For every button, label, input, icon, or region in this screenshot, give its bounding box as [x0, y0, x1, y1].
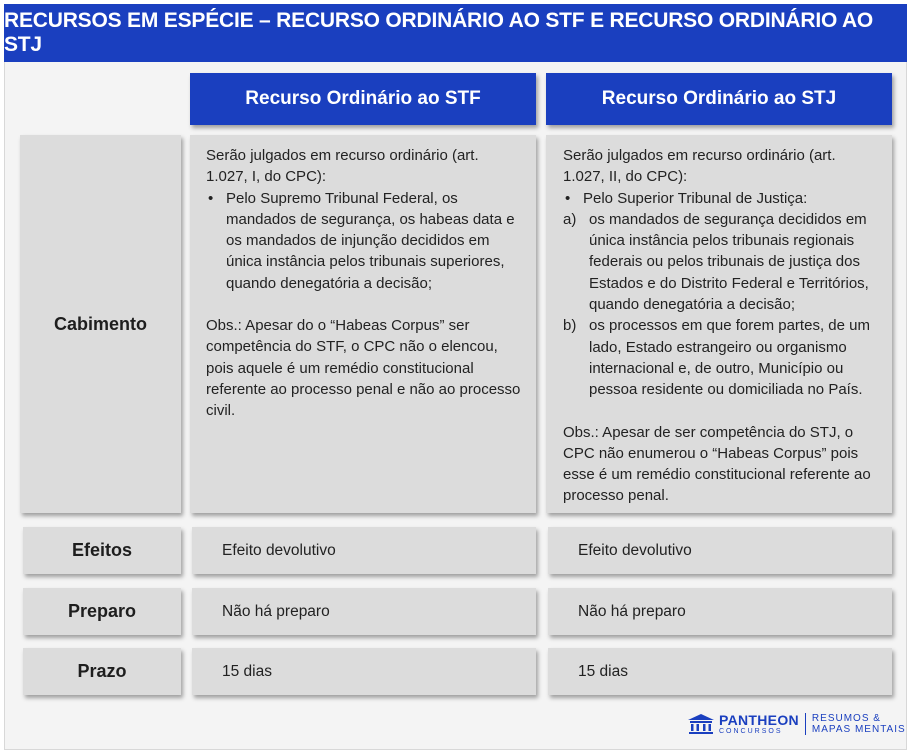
cabimento-stf-bullet: • Pelo Supremo Tribunal Federal, os mandados de segurança, os habeas data e os mandados de injunção decididos em única instância pelos tribunais superiores, quando denegatória a decisão;: [206, 188, 522, 294]
cabimento-stf-list: [206, 188, 522, 294]
cabimento-stj-intro: Serão julgados em recurso ordinário (art. 1.027, II, do CPC):: [563, 147, 836, 186]
cabimento-stj-item: [563, 209, 878, 315]
cabimento-stj-obs: Obs.: Apesar de ser competência do STJ, o CPC não enumerou o “Habeas Corpus” pois esse é um remédio constitucional referente ao processo penal.: [563, 423, 871, 505]
pantheon-logo: [687, 712, 906, 736]
item-text: os processos em que forem partes, de um lado, Estado estrangeiro ou organismo internacional e, de outro, Município ou pessoa residente ou domiciliada no País.: [589, 317, 870, 399]
cabimento-stf-obs: Obs.: Apesar do o “Habeas Corpus” ser competência do STF, o CPC não o elencou, pois aquele é um remédio constitucional referente ao processo penal e não ao processo civil.: [206, 317, 521, 420]
row-label-prazo: Prazo: [23, 648, 181, 695]
cabimento-stj-cell: [546, 135, 892, 513]
column-header-stf: Recurso Ordinário ao STF: [190, 73, 536, 125]
item-marker: a): [563, 210, 577, 228]
row-label-efeitos: Efeitos: [23, 527, 181, 574]
page-title: RECURSOS EM ESPÉCIE – RECURSO ORDINÁRIO AO STF E RECURSO ORDINÁRIO AO STJ: [4, 4, 907, 62]
cabimento-stj-bullet: • Pelo Superior Tribunal de Justiça:: [563, 188, 878, 209]
prazo-stf-cell: 15 dias: [192, 648, 536, 695]
cabimento-stj-item: [563, 315, 878, 400]
cabimento-stj-items: [563, 209, 878, 401]
row-label-preparo: Preparo: [23, 588, 181, 635]
row-label-cabimento: Cabimento: [20, 135, 181, 513]
logo-divider: [805, 713, 806, 735]
cabimento-stf-cell: [190, 135, 536, 513]
item-text: os mandados de segurança decididos em única instância pelos tribunais regionais federais ou pelos tribunais de justiça dos Estados e do Distrito Federal e Territórios, quando denegatória a decisão;: [589, 210, 869, 314]
preparo-stf-cell: Não há preparo: [192, 588, 536, 635]
logo-sub: CONCURSOS: [719, 728, 783, 735]
column-header-stj: Recurso Ordinário ao STJ: [546, 73, 892, 125]
cabimento-stj-list: [563, 188, 878, 209]
logo-name: PANTHEON: [719, 712, 799, 728]
cabimento-stf-intro: Serão julgados em recurso ordinário (art. 1.027, I, do CPC):: [206, 147, 479, 186]
logo-tag-line2: MAPAS MENTAIS: [811, 724, 906, 735]
logo-tag-line1: RESUMOS &: [811, 713, 881, 724]
preparo-stj-cell: Não há preparo: [548, 588, 892, 635]
prazo-stj-cell: 15 dias: [548, 648, 892, 695]
pantheon-temple-icon: [687, 713, 715, 735]
efeitos-stj-cell: Efeito devolutivo: [548, 527, 892, 574]
item-marker: b): [563, 317, 577, 335]
efeitos-stf-cell: Efeito devolutivo: [192, 527, 536, 574]
